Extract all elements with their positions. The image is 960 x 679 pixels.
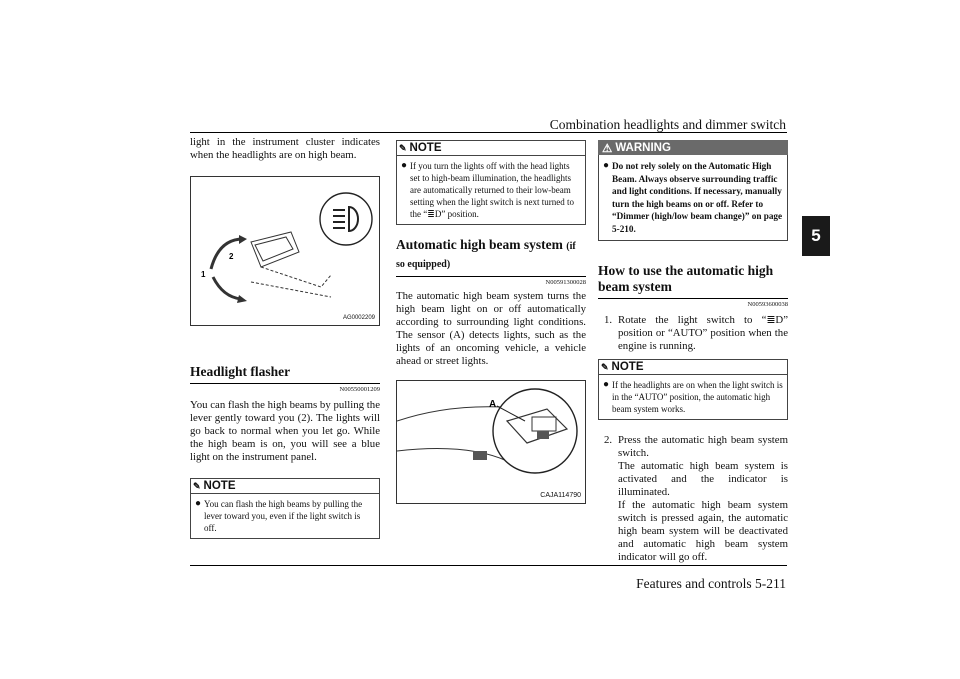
step-2-para-2: The automatic high beam system is activated and the indicator is illuminated. — [618, 460, 788, 498]
flasher-text: You can flash the high beams by pulling the lever gently toward you (2). The lights will go back to normal when you let go. While the high beam is on, you will see a blue light on the instrument panel. — [190, 399, 380, 463]
note-text: If the headlights are on when the light switch is in the “AUTO” position, the automatic high beam system works. — [612, 380, 783, 414]
note-icon: ✎ — [193, 480, 201, 491]
flasher-heading: Headlight flasher — [190, 364, 380, 384]
howto-doc-id: N00593600038 — [747, 301, 788, 308]
warning-text: Do not rely solely on the Automatic High Beam. Always observe surrounding traffic and light conditions. If necessary, manually turn the high beams on or off. Refer to “Dimmer (high/low beam change)” on page 5-210. — [612, 161, 783, 234]
howto-heading: How to use the automatic high beam system — [598, 263, 788, 299]
figure-sensor — [396, 380, 586, 504]
column-1 — [190, 136, 380, 539]
figure-lever — [190, 176, 380, 326]
lever-illustration — [191, 177, 379, 325]
bullet-icon: ● — [603, 160, 610, 171]
chapter-tab[interactable]: 5 — [802, 216, 830, 256]
note-title: NOTE — [611, 361, 644, 373]
header-rule — [190, 132, 787, 133]
step-2: 2. Press the automatic high beam system switch. The automatic high beam system is activated and the indicator is illuminated. If the automatic high beam system switch is pressed again, the automatic high beam system will be deactivated and automatic high beam system indicator will go off. — [604, 434, 788, 563]
note-icon: ✎ — [399, 142, 407, 153]
figure-code: AG0002209 — [342, 315, 375, 321]
warning-title: WARNING — [615, 141, 671, 154]
footer-rule — [190, 565, 787, 566]
label-2: 2 — [229, 252, 234, 261]
ahb-doc-id: N00591300028 — [545, 279, 586, 286]
intro-text: light in the instrument cluster indicates when the headlights are on high beam. — [190, 136, 380, 161]
column-2 — [396, 140, 586, 504]
note-box-3 — [598, 359, 788, 420]
note-text: You can flash the high beams by pulling the lever toward you, even if the light switch is off. — [204, 499, 363, 533]
note-box-2 — [396, 140, 586, 225]
section-title: Combination headlights and dimmer switch — [549, 117, 786, 132]
note-box-1 — [190, 478, 380, 539]
step-1: 1. Rotate the light switch to “≣D” position or “AUTO” position when the engine is running. — [604, 314, 788, 352]
note-text: If you turn the lights off with the head lights set to high-beam illumination, the headlights are automatically returned to their low-beam setting when the light switch is next turned to the “≣D” position. — [410, 161, 575, 219]
step-2-text: Press the automatic high beam system switch. — [618, 434, 788, 459]
ahb-text: The automatic high beam system turns the high beam light on or off automatically according to surrounding light conditions. The sensor (A) detects lights, such as the lights of an oncoming vehicle, a vehicle ahead or street lights. — [396, 290, 586, 367]
label-1: 1 — [201, 270, 206, 279]
warning-body — [598, 155, 788, 241]
step-1-text: Rotate the light switch to “≣D” position or “AUTO” position when the engine is running. — [618, 314, 788, 352]
figure-code: CAJA114790 — [540, 492, 581, 499]
ahb-heading: Automatic high beam system (if so equipped) — [396, 237, 586, 277]
label-a: A — [489, 399, 497, 410]
bullet-icon: ● — [195, 498, 202, 509]
bullet-icon: ● — [401, 160, 408, 171]
note-title: NOTE — [409, 142, 442, 154]
warning-icon: ⚠ — [602, 142, 613, 155]
flasher-doc-id: N00550001209 — [339, 386, 380, 393]
note-title: NOTE — [203, 480, 236, 492]
bullet-icon: ● — [603, 379, 610, 390]
page-footer: Features and controls 5-211 — [636, 576, 786, 591]
warning-header — [598, 140, 788, 155]
sensor-illustration — [397, 381, 585, 503]
note-icon: ✎ — [601, 361, 609, 372]
step-2-para-3: If the automatic high beam system switch is pressed again, the automatic high beam system will be deactivated and automatic high beam system indicator will go off. — [618, 499, 788, 563]
column-3 — [598, 140, 788, 564]
